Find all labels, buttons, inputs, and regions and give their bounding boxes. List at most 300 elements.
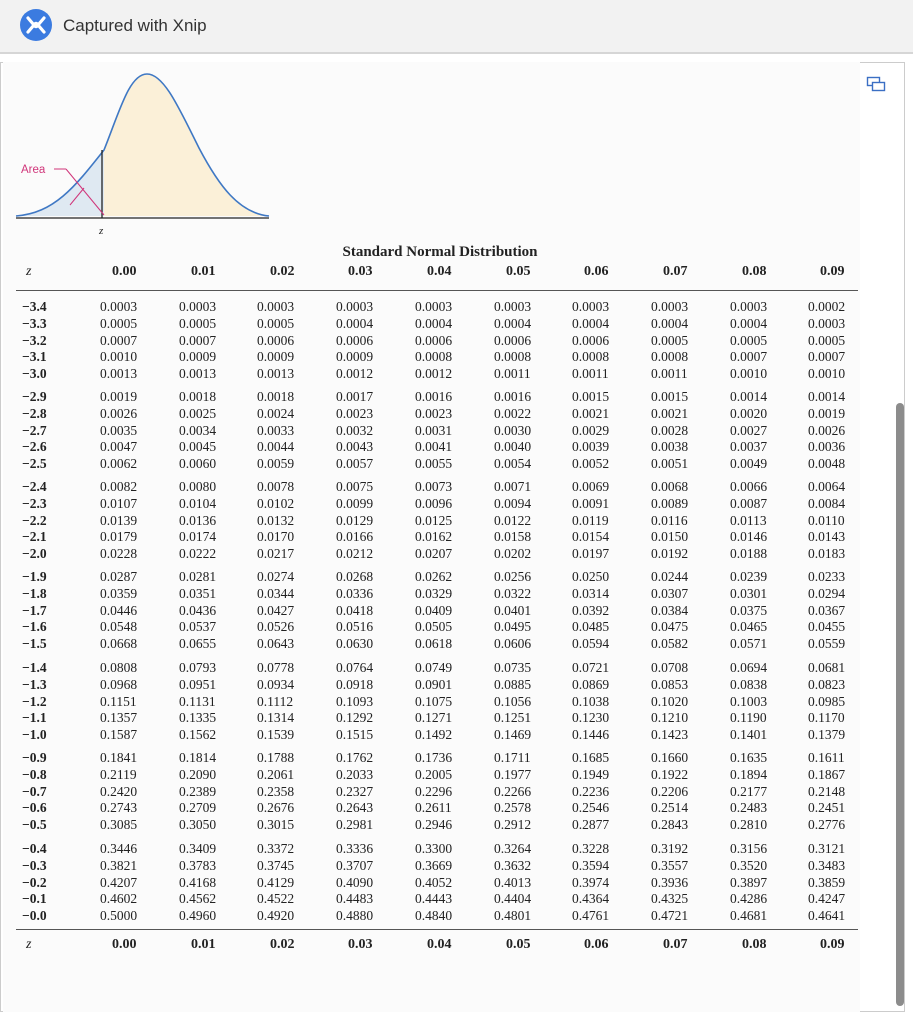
probability-cell: 0.0060 <box>179 456 217 472</box>
z-value: −2.5 <box>22 456 47 472</box>
probability-cell: 0.0655 <box>179 636 217 652</box>
probability-cell: 0.0436 <box>179 602 217 618</box>
probability-cell: 0.0222 <box>179 546 217 562</box>
probability-cell: 0.0020 <box>730 405 768 421</box>
probability-cell: 0.0008 <box>572 349 610 365</box>
probability-cell: 0.1539 <box>257 727 295 743</box>
probability-cell: 0.4247 <box>808 891 846 907</box>
probability-cell: 0.3557 <box>651 857 689 873</box>
probability-cell: 0.3446 <box>100 841 138 856</box>
probability-cell: 0.0010 <box>808 366 846 382</box>
probability-cell: 0.0139 <box>100 512 138 528</box>
probability-cell: 0.2266 <box>494 783 532 799</box>
probability-cell: 0.2514 <box>651 800 689 816</box>
probability-cell: 0.0006 <box>415 332 453 348</box>
z-value: −0.8 <box>22 766 47 782</box>
probability-cell: 0.0009 <box>336 349 374 365</box>
probability-cell: 0.1131 <box>179 693 216 709</box>
probability-cell: 0.3015 <box>257 817 295 833</box>
table-row <box>0 659 880 676</box>
column-header-top: 0.09 <box>820 264 845 279</box>
probability-cell: 0.0043 <box>336 439 374 455</box>
probability-cell: 0.3821 <box>100 857 138 873</box>
probability-cell: 0.0016 <box>494 389 532 404</box>
probability-cell: 0.4761 <box>572 908 610 924</box>
table-row <box>0 348 880 365</box>
probability-cell: 0.0012 <box>415 366 453 382</box>
probability-cell: 0.0409 <box>415 602 453 618</box>
probability-cell: 0.1949 <box>572 766 610 782</box>
probability-cell: 0.2743 <box>100 800 138 816</box>
probability-cell: 0.0778 <box>257 660 295 675</box>
probability-cell: 0.0170 <box>257 529 295 545</box>
probability-cell: 0.0559 <box>808 636 846 652</box>
probability-cell: 0.4681 <box>730 908 768 924</box>
probability-cell: 0.0136 <box>179 512 217 528</box>
probability-cell: 0.0329 <box>415 585 453 601</box>
probability-cell: 0.0005 <box>730 332 768 348</box>
probability-cell: 0.0029 <box>572 422 610 438</box>
z-value: −3.2 <box>22 332 47 348</box>
probability-cell: 0.0007 <box>730 349 768 365</box>
probability-cell: 0.1469 <box>494 727 532 743</box>
probability-cell: 0.0007 <box>179 332 217 348</box>
probability-cell: 0.0075 <box>336 479 374 494</box>
z-value: −2.7 <box>22 422 47 438</box>
probability-cell: 0.0022 <box>494 405 532 421</box>
probability-cell: 0.3085 <box>100 817 138 833</box>
probability-cell: 0.0006 <box>336 332 374 348</box>
probability-cell: 0.0021 <box>572 405 610 421</box>
probability-cell: 0.0475 <box>651 619 689 635</box>
probability-cell: 0.1038 <box>572 693 610 709</box>
z-value: −0.0 <box>22 908 47 924</box>
probability-cell: 0.1190 <box>730 710 767 726</box>
table-row <box>0 635 880 652</box>
probability-cell: 0.1736 <box>415 750 453 765</box>
probability-cell: 0.2033 <box>336 766 374 782</box>
probability-cell: 0.4286 <box>730 891 768 907</box>
probability-cell: 0.3409 <box>179 841 217 856</box>
column-header-top: 0.01 <box>191 264 216 279</box>
table-row <box>0 618 880 635</box>
probability-cell: 0.0026 <box>100 405 138 421</box>
probability-cell: 0.0003 <box>572 299 610 314</box>
z-value: −0.5 <box>22 817 47 833</box>
z-value: −2.3 <box>22 495 47 511</box>
probability-cell: 0.0003 <box>808 315 846 331</box>
z-value: −1.1 <box>22 710 47 726</box>
probability-cell: 0.1251 <box>494 710 532 726</box>
window-toggle-icon[interactable] <box>866 75 886 93</box>
probability-cell: 0.0495 <box>494 619 532 635</box>
probability-cell: 0.3745 <box>257 857 295 873</box>
probability-cell: 0.0031 <box>415 422 453 438</box>
z-value: −0.4 <box>22 841 47 856</box>
probability-cell: 0.4443 <box>415 891 453 907</box>
probability-cell: 0.0069 <box>572 479 610 494</box>
probability-cell: 0.0446 <box>100 602 138 618</box>
probability-cell: 0.0003 <box>730 299 768 314</box>
z-value: −0.6 <box>22 800 47 816</box>
probability-cell: 0.0032 <box>336 422 374 438</box>
probability-cell: 0.0016 <box>415 389 453 404</box>
probability-cell: 0.2643 <box>336 800 374 816</box>
probability-cell: 0.0179 <box>100 529 138 545</box>
probability-cell: 0.0006 <box>572 332 610 348</box>
probability-cell: 0.0091 <box>572 495 610 511</box>
probability-cell: 0.0256 <box>494 569 532 584</box>
probability-cell: 0.0018 <box>257 389 295 404</box>
probability-cell: 0.0037 <box>730 439 768 455</box>
probability-cell: 0.2946 <box>415 817 453 833</box>
probability-cell: 0.1271 <box>415 710 453 726</box>
probability-cell: 0.0643 <box>257 636 295 652</box>
probability-cell: 0.0188 <box>730 546 768 562</box>
probability-cell: 0.1515 <box>336 727 374 743</box>
probability-cell: 0.4840 <box>415 908 453 924</box>
probability-cell: 0.0019 <box>100 389 138 404</box>
column-header-bottom: 0.06 <box>584 937 609 952</box>
probability-cell: 0.0030 <box>494 422 532 438</box>
probability-cell: 0.0004 <box>494 315 532 331</box>
probability-cell: 0.0084 <box>808 495 846 511</box>
column-header-top: 0.08 <box>742 264 767 279</box>
probability-cell: 0.0018 <box>179 389 217 404</box>
probability-cell: 0.0019 <box>808 405 846 421</box>
probability-cell: 0.0041 <box>415 439 453 455</box>
probability-cell: 0.0158 <box>494 529 532 545</box>
table-row <box>0 840 880 857</box>
probability-cell: 0.2206 <box>651 783 689 799</box>
probability-cell: 0.0485 <box>572 619 610 635</box>
probability-cell: 0.2709 <box>179 800 217 816</box>
probability-cell: 0.2296 <box>415 783 453 799</box>
probability-cell: 0.0039 <box>572 439 610 455</box>
probability-cell: 0.0009 <box>257 349 295 365</box>
footer-rule <box>16 929 858 930</box>
probability-cell: 0.1492 <box>415 727 453 743</box>
probability-cell: 0.1685 <box>572 750 610 765</box>
probability-cell: 0.0057 <box>336 456 374 472</box>
probability-cell: 0.4168 <box>179 874 217 890</box>
probability-cell: 0.0351 <box>179 585 217 601</box>
probability-cell: 0.0052 <box>572 456 610 472</box>
probability-cell: 0.4602 <box>100 891 138 907</box>
probability-cell: 0.0094 <box>494 495 532 511</box>
z-value: −3.0 <box>22 366 47 382</box>
probability-cell: 0.0571 <box>730 636 768 652</box>
probability-cell: 0.1841 <box>100 750 138 765</box>
probability-cell: 0.0918 <box>336 676 374 692</box>
column-header-bottom: 0.00 <box>112 937 137 952</box>
probability-cell: 0.0036 <box>808 439 846 455</box>
probability-cell: 0.2327 <box>336 783 374 799</box>
probability-cell: 0.0027 <box>730 422 768 438</box>
probability-cell: 0.0934 <box>257 676 295 692</box>
table-row <box>0 890 880 907</box>
table-row <box>0 405 880 422</box>
column-header-bottom: 0.01 <box>191 937 216 952</box>
probability-cell: 0.2546 <box>572 800 610 816</box>
probability-cell: 0.0314 <box>572 585 610 601</box>
probability-cell: 0.0294 <box>808 585 846 601</box>
probability-cell: 0.2810 <box>730 817 768 833</box>
probability-cell: 0.3594 <box>572 857 610 873</box>
probability-cell: 0.2177 <box>730 783 768 799</box>
probability-cell: 0.0005 <box>100 315 138 331</box>
probability-cell: 0.0014 <box>808 389 846 404</box>
probability-cell: 0.0808 <box>100 660 138 675</box>
probability-cell: 0.4364 <box>572 891 610 907</box>
probability-cell: 0.0006 <box>257 332 295 348</box>
column-header-bottom: 0.03 <box>348 937 373 952</box>
probability-cell: 0.0096 <box>415 495 453 511</box>
probability-cell: 0.0062 <box>100 456 138 472</box>
table-row <box>0 568 880 585</box>
probability-cell: 0.0038 <box>651 439 689 455</box>
probability-cell: 0.0024 <box>257 405 295 421</box>
probability-cell: 0.0606 <box>494 636 532 652</box>
probability-cell: 0.0375 <box>730 602 768 618</box>
probability-cell: 0.0455 <box>808 619 846 635</box>
column-header-top: 0.05 <box>506 264 531 279</box>
table-row <box>0 602 880 619</box>
probability-cell: 0.4960 <box>179 908 217 924</box>
probability-cell: 0.0154 <box>572 529 610 545</box>
scrollbar-thumb[interactable] <box>896 403 904 1006</box>
probability-cell: 0.3336 <box>336 841 374 856</box>
probability-cell: 0.3936 <box>651 874 689 890</box>
probability-cell: 0.3300 <box>415 841 453 856</box>
probability-cell: 0.0004 <box>336 315 374 331</box>
probability-cell: 0.0048 <box>808 456 846 472</box>
z-value: −1.2 <box>22 693 47 709</box>
probability-cell: 0.3483 <box>808 857 846 873</box>
probability-cell: 0.0005 <box>651 332 689 348</box>
probability-cell: 0.0008 <box>415 349 453 365</box>
probability-cell: 0.0004 <box>415 315 453 331</box>
probability-cell: 0.0089 <box>651 495 689 511</box>
probability-cell: 0.0202 <box>494 546 532 562</box>
normal-curve-figure <box>14 68 274 243</box>
title-bar <box>0 0 913 54</box>
probability-cell: 0.1814 <box>179 750 217 765</box>
area-right-fill <box>104 74 269 216</box>
probability-cell: 0.0008 <box>494 349 532 365</box>
probability-cell: 0.0618 <box>415 636 453 652</box>
probability-cell: 0.0045 <box>179 439 217 455</box>
probability-cell: 0.0174 <box>179 529 217 545</box>
z-value: −1.8 <box>22 585 47 601</box>
table-row <box>0 907 880 924</box>
probability-cell: 0.0023 <box>336 405 374 421</box>
probability-cell: 0.4207 <box>100 874 138 890</box>
z-value: −1.5 <box>22 636 47 652</box>
probability-cell: 0.1660 <box>651 750 689 765</box>
probability-cell: 0.0008 <box>651 349 689 365</box>
probability-cell: 0.4721 <box>651 908 689 924</box>
probability-cell: 0.0582 <box>651 636 689 652</box>
column-header-bottom: 0.04 <box>427 937 452 952</box>
probability-cell: 0.0735 <box>494 660 532 675</box>
column-header-bottom: 0.09 <box>820 937 845 952</box>
probability-cell: 0.4052 <box>415 874 453 890</box>
z-value: −1.4 <box>22 660 47 675</box>
probability-cell: 0.0150 <box>651 529 689 545</box>
probability-cell: 0.0064 <box>808 479 846 494</box>
column-header-bottom: 0.02 <box>270 937 295 952</box>
probability-cell: 0.0013 <box>179 366 217 382</box>
probability-cell: 0.0129 <box>336 512 374 528</box>
probability-cell: 0.2119 <box>100 766 137 782</box>
app-title: Captured with Xnip <box>63 16 207 35</box>
probability-cell: 0.0207 <box>415 546 453 562</box>
column-header-bottom: 0.07 <box>663 937 688 952</box>
probability-cell: 0.0392 <box>572 602 610 618</box>
probability-cell: 0.0125 <box>415 512 453 528</box>
z-value: −3.4 <box>22 299 47 314</box>
probability-cell: 0.1635 <box>730 750 768 765</box>
probability-cell: 0.0011 <box>572 366 609 382</box>
table-row <box>0 749 880 766</box>
z-value: −2.0 <box>22 546 47 562</box>
probability-cell: 0.0708 <box>651 660 689 675</box>
probability-cell: 0.0026 <box>808 422 846 438</box>
probability-cell: 0.3050 <box>179 817 217 833</box>
probability-cell: 0.0122 <box>494 512 532 528</box>
probability-cell: 0.0021 <box>651 405 689 421</box>
probability-cell: 0.1423 <box>651 727 689 743</box>
table-row <box>0 816 880 833</box>
probability-cell: 0.1170 <box>808 710 845 726</box>
column-header-top: 0.06 <box>584 264 609 279</box>
probability-cell: 0.0004 <box>651 315 689 331</box>
probability-cell: 0.0013 <box>100 366 138 382</box>
table-row <box>0 799 880 816</box>
probability-cell: 0.0250 <box>572 569 610 584</box>
probability-cell: 0.0099 <box>336 495 374 511</box>
probability-cell: 0.1379 <box>808 727 846 743</box>
probability-cell: 0.0003 <box>651 299 689 314</box>
probability-cell: 0.0162 <box>415 529 453 545</box>
z-value: −3.1 <box>22 349 47 365</box>
table-row <box>0 512 880 529</box>
probability-cell: 0.0281 <box>179 569 217 584</box>
table-row <box>0 585 880 602</box>
probability-cell: 0.0427 <box>257 602 295 618</box>
probability-cell: 0.0059 <box>257 456 295 472</box>
probability-cell: 0.0287 <box>100 569 138 584</box>
probability-cell: 0.1762 <box>336 750 374 765</box>
probability-cell: 0.0010 <box>730 366 768 382</box>
probability-cell: 0.0537 <box>179 619 217 635</box>
probability-cell: 0.0013 <box>257 366 295 382</box>
probability-cell: 0.0104 <box>179 495 217 511</box>
probability-cell: 0.0066 <box>730 479 768 494</box>
probability-cell: 0.2061 <box>257 766 295 782</box>
probability-cell: 0.0274 <box>257 569 295 584</box>
probability-cell: 0.0040 <box>494 439 532 455</box>
probability-cell: 0.5000 <box>100 908 138 924</box>
probability-cell: 0.0630 <box>336 636 374 652</box>
probability-cell: 0.0003 <box>100 299 138 314</box>
probability-cell: 0.2578 <box>494 800 532 816</box>
probability-cell: 0.0004 <box>730 315 768 331</box>
probability-cell: 0.0244 <box>651 569 689 584</box>
z-value: −0.2 <box>22 874 47 890</box>
probability-cell: 0.4325 <box>651 891 689 907</box>
probability-cell: 0.2912 <box>494 817 532 833</box>
table-row <box>0 495 880 512</box>
probability-cell: 0.0044 <box>257 439 295 455</box>
probability-cell: 0.2776 <box>808 817 846 833</box>
probability-cell: 0.0007 <box>100 332 138 348</box>
probability-cell: 0.3156 <box>730 841 768 856</box>
table-row <box>0 455 880 472</box>
probability-cell: 0.0166 <box>336 529 374 545</box>
probability-cell: 0.3974 <box>572 874 610 890</box>
probability-cell: 0.3228 <box>572 841 610 856</box>
probability-cell: 0.2483 <box>730 800 768 816</box>
probability-cell: 0.2877 <box>572 817 610 833</box>
probability-cell: 0.4801 <box>494 908 532 924</box>
probability-cell: 0.0516 <box>336 619 374 635</box>
probability-cell: 0.0004 <box>572 315 610 331</box>
probability-cell: 0.1401 <box>730 727 768 743</box>
probability-cell: 0.0009 <box>179 349 217 365</box>
probability-cell: 0.2676 <box>257 800 295 816</box>
table-row <box>0 726 880 743</box>
header-rule-top <box>16 290 858 291</box>
table-row <box>0 315 880 332</box>
z-value: −3.3 <box>22 315 47 331</box>
probability-cell: 0.0233 <box>808 569 846 584</box>
probability-cell: 0.0049 <box>730 456 768 472</box>
table-row <box>0 438 880 455</box>
probability-cell: 0.2420 <box>100 783 138 799</box>
probability-cell: 0.0268 <box>336 569 374 584</box>
probability-cell: 0.0011 <box>651 366 688 382</box>
probability-cell: 0.0384 <box>651 602 689 618</box>
z-value: −2.1 <box>22 529 47 545</box>
probability-cell: 0.4404 <box>494 891 532 907</box>
probability-cell: 0.1151 <box>100 693 137 709</box>
probability-cell: 0.0033 <box>257 422 295 438</box>
probability-cell: 0.0764 <box>336 660 374 675</box>
xnip-logo-icon <box>20 9 52 41</box>
probability-cell: 0.0113 <box>730 512 767 528</box>
probability-cell: 0.3632 <box>494 857 532 873</box>
column-header-top: 0.03 <box>348 264 373 279</box>
table-row <box>0 766 880 783</box>
probability-cell: 0.3192 <box>651 841 689 856</box>
probability-cell: 0.0526 <box>257 619 295 635</box>
table-row <box>0 874 880 891</box>
probability-cell: 0.0071 <box>494 479 532 494</box>
column-header-top: 0.04 <box>427 264 452 279</box>
probability-cell: 0.1357 <box>100 710 138 726</box>
probability-cell: 0.1056 <box>494 693 532 709</box>
probability-cell: 0.0262 <box>415 569 453 584</box>
probability-cell: 0.0505 <box>415 619 453 635</box>
z-value: −0.7 <box>22 783 47 799</box>
z-value: −1.7 <box>22 602 47 618</box>
probability-cell: 0.2451 <box>808 800 846 816</box>
table-row <box>0 783 880 800</box>
z-value: −2.4 <box>22 479 47 494</box>
probability-cell: 0.4920 <box>257 908 295 924</box>
